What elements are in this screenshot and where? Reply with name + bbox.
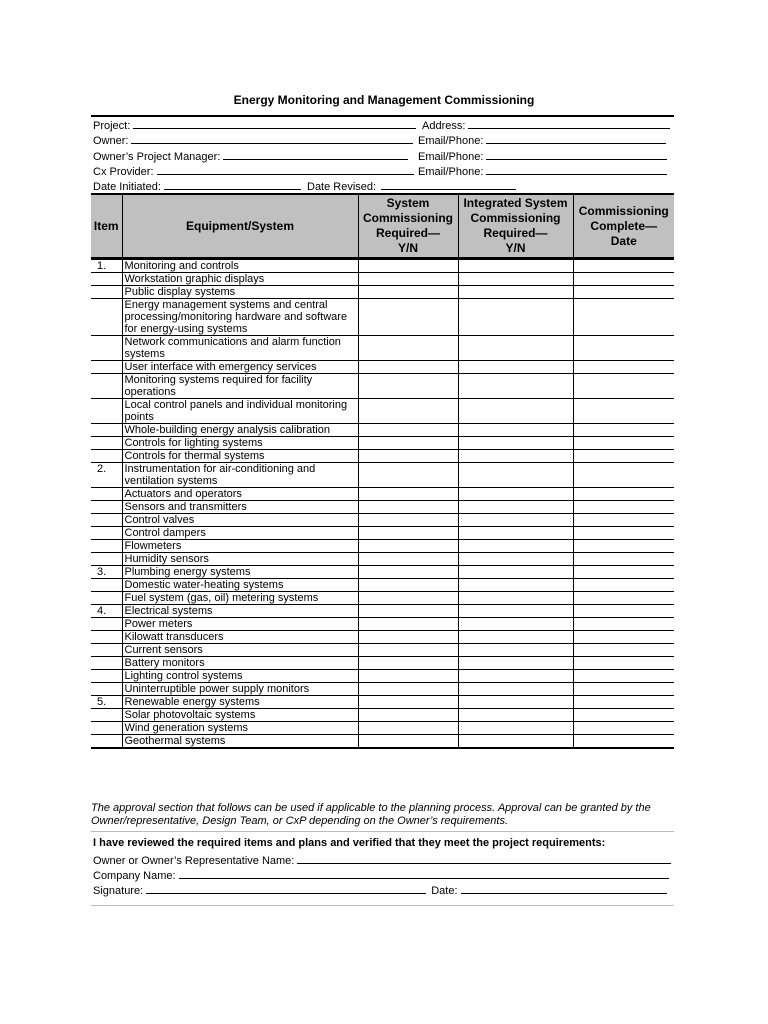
item-number: 4. <box>91 605 122 618</box>
system-cx-cell[interactable] <box>358 286 458 299</box>
table-row <box>91 670 674 683</box>
integrated-cx-cell[interactable] <box>458 527 573 540</box>
integrated-cx-cell[interactable] <box>458 361 573 374</box>
table-row <box>91 605 674 618</box>
system-cx-cell[interactable] <box>358 374 458 399</box>
integrated-cx-cell[interactable] <box>458 644 573 657</box>
integrated-cx-cell[interactable] <box>458 336 573 361</box>
complete-date-cell[interactable] <box>573 450 674 463</box>
system-cx-cell[interactable] <box>358 618 458 631</box>
equipment-name: Geothermal systems <box>122 735 358 749</box>
approval-row-signature <box>93 882 674 897</box>
integrated-cx-cell[interactable] <box>458 605 573 618</box>
complete-date-cell[interactable] <box>573 437 674 450</box>
table-row <box>91 696 674 709</box>
email-phone-label: Email/Phone: <box>418 151 484 163</box>
integrated-cx-cell[interactable] <box>458 683 573 696</box>
complete-date-cell[interactable] <box>573 488 674 501</box>
equipment-name: Power meters <box>122 618 358 631</box>
integrated-cx-cell[interactable] <box>458 374 573 399</box>
address-field[interactable] <box>468 117 670 129</box>
item-number <box>91 618 122 631</box>
system-cx-cell[interactable] <box>358 670 458 683</box>
email-phone-label: Email/Phone: <box>418 135 484 147</box>
item-number <box>91 670 122 683</box>
item-number <box>91 735 122 749</box>
equipment-name: Wind generation systems <box>122 722 358 735</box>
system-cx-cell[interactable] <box>358 631 458 644</box>
item-number <box>91 437 122 450</box>
equipment-name: Flowmeters <box>122 540 358 553</box>
equipment-name: Uninterruptible power supply monitors <box>122 683 358 696</box>
integrated-cx-cell[interactable] <box>458 722 573 735</box>
equipment-name: Workstation graphic displays <box>122 273 358 286</box>
section-divider <box>91 831 674 832</box>
complete-date-cell[interactable] <box>573 463 674 488</box>
cx-provider-field[interactable] <box>157 163 414 175</box>
item-number <box>91 709 122 722</box>
equipment-name: User interface with emergency services <box>122 361 358 374</box>
table-row <box>91 579 674 592</box>
owners-pm-label: Owner’s Project Manager: <box>93 151 221 163</box>
approval-note: The approval section that follows can be used if applicable to the planning process. Approval can be granted by the Owner/representative, Design Team, or CxP depending on the Owner’s requirements. <box>91 802 651 827</box>
table-row <box>91 566 674 579</box>
header-row-dates <box>91 178 674 193</box>
table-row <box>91 488 674 501</box>
date-revised-field[interactable] <box>381 178 516 190</box>
item-number <box>91 361 122 374</box>
date-initiated-label: Date Initiated: <box>93 181 161 193</box>
integrated-cx-cell[interactable] <box>458 286 573 299</box>
system-cx-cell[interactable] <box>358 683 458 696</box>
project-label: Project: <box>93 120 131 132</box>
equipment-name: Fuel system (gas, oil) metering systems <box>122 592 358 605</box>
complete-header: Commissioning Complete— Date <box>573 194 674 259</box>
complete-date-cell[interactable] <box>573 657 674 670</box>
equipment-name: Local control panels and individual monitoring points <box>122 399 358 424</box>
complete-date-cell[interactable] <box>573 631 674 644</box>
equipment-name: Controls for thermal systems <box>122 450 358 463</box>
complete-date-cell[interactable] <box>573 735 674 749</box>
table-row <box>91 618 674 631</box>
item-number: 5. <box>91 696 122 709</box>
owners-pm-field[interactable] <box>223 148 408 160</box>
table-row <box>91 361 674 374</box>
system-cx-cell[interactable] <box>358 488 458 501</box>
system-cx-cell[interactable] <box>358 336 458 361</box>
complete-date-cell[interactable] <box>573 286 674 299</box>
item-number <box>91 286 122 299</box>
approval-statement: I have reviewed the required items and plans and verified that they meet the project requirements: <box>93 837 606 849</box>
item-number <box>91 374 122 399</box>
signature-label: Signature: <box>93 885 144 897</box>
integrated-cx-cell[interactable] <box>458 579 573 592</box>
approval-row-rep <box>93 852 674 867</box>
item-number <box>91 722 122 735</box>
email-phone-label: Email/Phone: <box>418 166 484 178</box>
complete-date-cell[interactable] <box>573 299 674 336</box>
complete-date-cell[interactable] <box>573 540 674 553</box>
company-label: Company Name: <box>93 870 176 882</box>
equipment-name: Kilowatt transducers <box>122 631 358 644</box>
table-row <box>91 657 674 670</box>
system-cx-cell[interactable] <box>358 501 458 514</box>
table-row <box>91 644 674 657</box>
complete-date-cell[interactable] <box>573 553 674 566</box>
system-cx-header: System Commissioning Required— Y/N <box>358 194 458 259</box>
integrated-cx-cell[interactable] <box>458 553 573 566</box>
item-number: 1. <box>91 259 122 273</box>
equipment-name: Monitoring systems required for facility operations <box>122 374 358 399</box>
table-row <box>91 299 674 336</box>
header-row-project <box>91 117 674 132</box>
table-row <box>91 592 674 605</box>
owner-label: Owner: <box>93 135 129 147</box>
system-cx-cell[interactable] <box>358 540 458 553</box>
table-row <box>91 683 674 696</box>
equipment-name: Actuators and operators <box>122 488 358 501</box>
approval-date-field[interactable] <box>461 882 667 894</box>
equipment-name: Monitoring and controls <box>122 259 358 273</box>
system-cx-cell[interactable] <box>358 514 458 527</box>
system-cx-cell[interactable] <box>358 566 458 579</box>
table-row <box>91 399 674 424</box>
integrated-cx-cell[interactable] <box>458 657 573 670</box>
integrated-cx-cell[interactable] <box>458 631 573 644</box>
equipment-name: Humidity sensors <box>122 553 358 566</box>
complete-date-cell[interactable] <box>573 273 674 286</box>
integrated-cx-cell[interactable] <box>458 399 573 424</box>
equipment-name: Plumbing energy systems <box>122 566 358 579</box>
complete-date-cell[interactable] <box>573 336 674 361</box>
system-cx-cell[interactable] <box>358 463 458 488</box>
address-label: Address: <box>422 120 466 132</box>
system-cx-cell[interactable] <box>358 553 458 566</box>
cx-provider-label: Cx Provider: <box>93 166 154 178</box>
system-cx-cell[interactable] <box>358 399 458 424</box>
complete-date-cell[interactable] <box>573 592 674 605</box>
complete-date-cell[interactable] <box>573 670 674 683</box>
item-number <box>91 644 122 657</box>
integrated-cx-cell[interactable] <box>458 540 573 553</box>
system-cx-cell[interactable] <box>358 605 458 618</box>
system-cx-cell[interactable] <box>358 657 458 670</box>
equipment-name: Instrumentation for air-conditioning and ventilation systems <box>122 463 358 488</box>
header-row-opm <box>91 148 674 163</box>
equipment-name: Battery monitors <box>122 657 358 670</box>
system-cx-cell[interactable] <box>358 450 458 463</box>
date-initiated-field[interactable] <box>164 178 301 190</box>
form-title: Energy Monitoring and Management Commissioning <box>233 93 535 107</box>
equipment-name: Renewable energy systems <box>122 696 358 709</box>
equipment-name: Control valves <box>122 514 358 527</box>
integrated-cx-cell[interactable] <box>458 709 573 722</box>
integrated-cx-cell[interactable] <box>458 259 573 273</box>
table-row <box>91 709 674 722</box>
equipment-name: Control dampers <box>122 527 358 540</box>
table-row <box>91 540 674 553</box>
integrated-cx-cell[interactable] <box>458 592 573 605</box>
opm-email-phone-field[interactable] <box>486 148 667 160</box>
complete-date-cell[interactable] <box>573 374 674 399</box>
equipment-name: Electrical systems <box>122 605 358 618</box>
item-number <box>91 553 122 566</box>
signature-field[interactable] <box>146 882 426 894</box>
item-number <box>91 399 122 424</box>
item-number <box>91 273 122 286</box>
rep-name-label: Owner or Owner’s Representative Name: <box>93 855 295 867</box>
integrated-cx-header: Integrated System Commissioning Required— Y/N <box>458 194 573 259</box>
owner-email-phone-field[interactable] <box>486 132 666 144</box>
complete-date-cell[interactable] <box>573 514 674 527</box>
integrated-cx-cell[interactable] <box>458 299 573 336</box>
system-cx-cell[interactable] <box>358 299 458 336</box>
complete-date-cell[interactable] <box>573 361 674 374</box>
item-number <box>91 424 122 437</box>
table-row <box>91 286 674 299</box>
integrated-cx-cell[interactable] <box>458 273 573 286</box>
table-row <box>91 553 674 566</box>
complete-date-cell[interactable] <box>573 683 674 696</box>
integrated-cx-cell[interactable] <box>458 501 573 514</box>
equipment-header: Equipment/System <box>122 194 358 259</box>
item-number <box>91 657 122 670</box>
system-cx-cell[interactable] <box>358 361 458 374</box>
item-number: 3. <box>91 566 122 579</box>
item-number <box>91 527 122 540</box>
integrated-cx-cell[interactable] <box>458 618 573 631</box>
equipment-name: Domestic water-heating systems <box>122 579 358 592</box>
bottom-divider <box>91 905 674 906</box>
equipment-name: Lighting control systems <box>122 670 358 683</box>
item-number: 2. <box>91 463 122 488</box>
table-row <box>91 631 674 644</box>
item-number <box>91 540 122 553</box>
date-revised-label: Date Revised: <box>307 181 377 193</box>
cx-email-phone-field[interactable] <box>486 163 667 175</box>
equipment-name: Public display systems <box>122 286 358 299</box>
date-label: Date: <box>431 885 458 897</box>
item-number <box>91 450 122 463</box>
integrated-cx-cell[interactable] <box>458 566 573 579</box>
complete-date-cell[interactable] <box>573 696 674 709</box>
item-number <box>91 631 122 644</box>
integrated-cx-cell[interactable] <box>458 437 573 450</box>
complete-date-cell[interactable] <box>573 424 674 437</box>
complete-date-cell[interactable] <box>573 501 674 514</box>
approval-row-company <box>93 867 674 882</box>
equipment-name: Sensors and transmitters <box>122 501 358 514</box>
item-number <box>91 299 122 336</box>
equipment-name: Energy management systems and central processing/monitoring hardware and software for energy-using systems <box>122 299 358 336</box>
complete-date-cell[interactable] <box>573 579 674 592</box>
complete-date-cell[interactable] <box>573 605 674 618</box>
complete-date-cell[interactable] <box>573 709 674 722</box>
integrated-cx-cell[interactable] <box>458 424 573 437</box>
table-row <box>91 259 674 273</box>
table-row <box>91 735 674 749</box>
table-row <box>91 437 674 450</box>
complete-date-cell[interactable] <box>573 644 674 657</box>
system-cx-cell[interactable] <box>358 259 458 273</box>
system-cx-cell[interactable] <box>358 424 458 437</box>
integrated-cx-cell[interactable] <box>458 488 573 501</box>
complete-date-cell[interactable] <box>573 566 674 579</box>
header-row-cx <box>91 163 674 178</box>
table-row <box>91 424 674 437</box>
item-number <box>91 683 122 696</box>
table-row <box>91 527 674 540</box>
commissioning-table <box>91 193 674 749</box>
integrated-cx-cell[interactable] <box>458 450 573 463</box>
integrated-cx-cell[interactable] <box>458 670 573 683</box>
complete-date-cell[interactable] <box>573 527 674 540</box>
item-header: Item <box>91 194 122 259</box>
item-number <box>91 514 122 527</box>
table-row <box>91 273 674 286</box>
system-cx-cell[interactable] <box>358 527 458 540</box>
system-cx-cell[interactable] <box>358 696 458 709</box>
system-cx-cell[interactable] <box>358 709 458 722</box>
equipment-name: Solar photovoltaic systems <box>122 709 358 722</box>
item-number <box>91 488 122 501</box>
item-number <box>91 592 122 605</box>
equipment-name: Whole-building energy analysis calibration <box>122 424 358 437</box>
table-row <box>91 374 674 399</box>
system-cx-cell[interactable] <box>358 722 458 735</box>
system-cx-cell[interactable] <box>358 644 458 657</box>
owner-field[interactable] <box>131 132 413 144</box>
complete-date-cell[interactable] <box>573 399 674 424</box>
item-number <box>91 336 122 361</box>
integrated-cx-cell[interactable] <box>458 696 573 709</box>
equipment-name: Controls for lighting systems <box>122 437 358 450</box>
table-row <box>91 336 674 361</box>
header-row-owner <box>91 132 674 147</box>
complete-date-cell[interactable] <box>573 259 674 273</box>
equipment-name: Network communications and alarm function systems <box>122 336 358 361</box>
system-cx-cell[interactable] <box>358 735 458 749</box>
complete-date-cell[interactable] <box>573 618 674 631</box>
item-number <box>91 579 122 592</box>
system-cx-cell[interactable] <box>358 592 458 605</box>
table-row <box>91 463 674 488</box>
complete-date-cell[interactable] <box>573 722 674 735</box>
integrated-cx-cell[interactable] <box>458 735 573 749</box>
table-header-row <box>91 194 674 259</box>
table-row <box>91 722 674 735</box>
system-cx-cell[interactable] <box>358 579 458 592</box>
item-number <box>91 501 122 514</box>
table-row <box>91 501 674 514</box>
system-cx-cell[interactable] <box>358 273 458 286</box>
integrated-cx-cell[interactable] <box>458 514 573 527</box>
project-field[interactable] <box>133 117 416 129</box>
table-row <box>91 450 674 463</box>
table-row <box>91 514 674 527</box>
system-cx-cell[interactable] <box>358 437 458 450</box>
company-field[interactable] <box>179 867 669 879</box>
equipment-name: Current sensors <box>122 644 358 657</box>
rep-name-field[interactable] <box>297 852 671 864</box>
integrated-cx-cell[interactable] <box>458 463 573 488</box>
